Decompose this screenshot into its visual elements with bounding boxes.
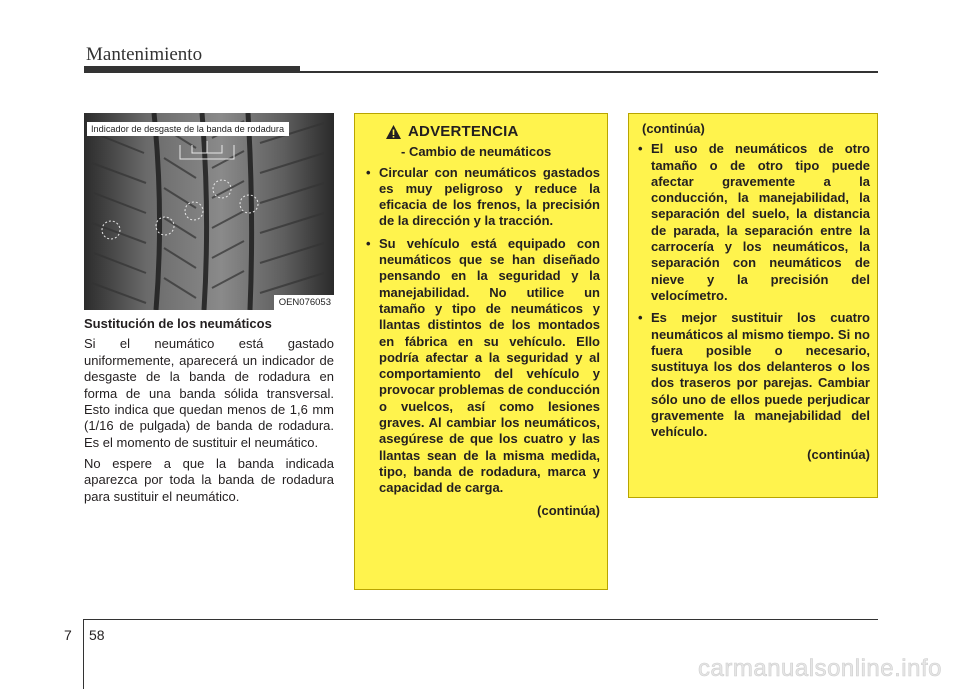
watermark: carmanualsonline.info	[698, 655, 942, 682]
warning-title: ADVERTENCIA	[408, 123, 519, 140]
paragraph: Si el neumático está gastado uniformemente, aparecerá un indicador de desgaste de la banda de rodadura en forma de una banda sólida transversal. Esto indica que quedan menos de 1,6 mm (1/16 de pulgada) de banda de rodadura. Es el momento de sustituir el neumático.	[84, 336, 334, 450]
warning-box	[354, 113, 608, 590]
warning-header	[385, 124, 600, 140]
warning-subtitle: - Cambio de neumáticos	[401, 144, 552, 160]
footer-rule	[83, 619, 878, 620]
continued-heading: (continúa)	[642, 121, 705, 136]
page-number: 58	[89, 627, 105, 643]
figure-caption: Indicador de desgaste de la banda de rodadura	[87, 122, 289, 136]
list-item: • Es mejor sustituir los cuatro neumáticos al mismo tiempo. Si no fuera posible o necesario, sustituya los dos delanteros o los dos traseros por parejas. Cambiar sólo uno de ellos puede perjudicar gravemente la manejabilidad del vehículo.	[637, 310, 870, 440]
figure-code: OEN076053	[274, 295, 334, 310]
left-column	[84, 316, 334, 509]
warning-triangle-icon	[385, 124, 402, 140]
continued-warning-box	[628, 113, 878, 498]
page-header-title: Mantenimiento	[86, 44, 203, 65]
header-rule	[84, 71, 878, 73]
continued-list	[637, 141, 870, 440]
footer-divider	[83, 619, 84, 689]
list-item: • Su vehículo está equipado con neumáticos que se han diseñado pensando en la seguridad y la manejabilidad. No utilice un tamaño y tipo de neumáticos y llantas distintos de los montados en fábrica en su vehículo. Ello podría afectar a la seguridad y al comportamiento del vehículo y provocar problemas de conducción o vuelcos, así como lesiones graves. Al cambiar los neumáticos, asegúrese de que los cuatro y las llantas sean de la misma medida, tipo, banda de rodadura, marca y capacidad de carga.	[365, 236, 600, 497]
section-heading: Sustitución de los neumáticos	[84, 316, 272, 331]
continues-label: (continúa)	[807, 446, 870, 462]
tire-tread-illustration	[84, 113, 334, 310]
warning-list	[365, 165, 600, 497]
tire-tread-figure	[84, 113, 334, 310]
list-item: • El uso de neumáticos de otro tamaño o de otro tipo puede afectar gravemente a la conducción, la manejabilidad, la separación del suelo, la distancia de parada, la separación entre la carrocería y los neumáticos, la separación con neumáticos de nieve y la precisión del velocímetro.	[637, 141, 870, 304]
paragraph: No espere a que la banda indicada aparezca por toda la banda de rodadura para sustituir el neumático.	[84, 455, 334, 504]
continues-label: (continúa)	[537, 502, 600, 518]
chapter-number: 7	[64, 627, 72, 643]
list-item: • Circular con neumáticos gastados es muy peligroso y reduce la eficacia de los frenos, la precisión de la dirección y la tracción.	[365, 165, 600, 230]
